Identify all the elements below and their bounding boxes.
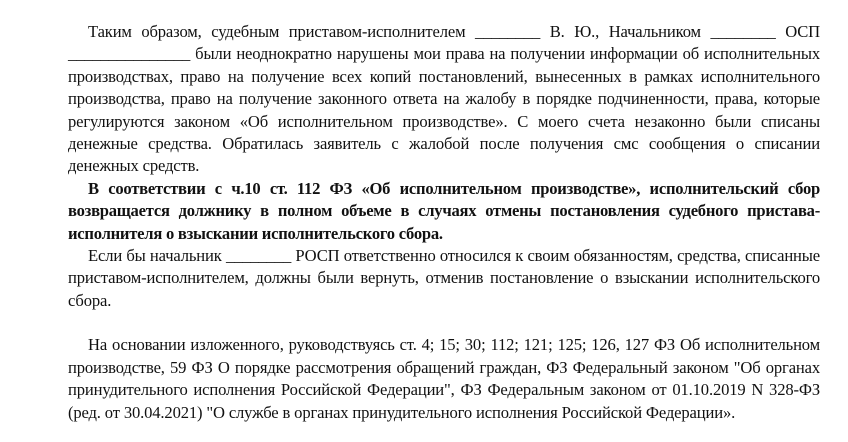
paragraph-chief-responsibility: Если бы начальник ________ РОСП ответственно относился к своим обязанностям, средства, списанные приставом-исполнителем, должны были вернуть, отменив постановление о взыскании исполнительского сбора. xyxy=(68,246,820,310)
paragraph-violations: Таким образом, судебным приставом-исполнителем ________ В. Ю., Начальником ________ ОСП _______________ были неоднократно нарушены мои права на получении информации об исполнительных производствах, право на получение всех копий постановлений, вынесенных в рамках исполнительного производства, право на получение законного ответа на жалобу в порядке подчиненности, права, которые регулируются законом «Об исполнительном производстве». С моего счета незаконно были списаны денежные средства. Обратилась заявитель с жалобой после получения смс сообщения о списании денежных средств. xyxy=(68,22,820,176)
document-page xyxy=(68,21,820,424)
paragraph-based-on: На основании изложенного, руководствуясь ст. 4; 15; 30; 112; 121; 125; 126, 127 ФЗ Об исполнительном производстве, 59 ФЗ О порядке рассмотрения обращений граждан, ФЗ Федеральный законом "Об органах принудительного исполнения Российской Федерации", ФЗ Федеральным законом от 01.10.2019 N 328-ФЗ (ред. от 30.04.2021) "О службе в органах принудительного исполнения Российской Федерации». xyxy=(68,335,820,422)
paragraph-spacer xyxy=(68,312,820,334)
paragraph-legal-basis-bold: В соответствии с ч.10 ст. 112 ФЗ «Об исполнительном производстве», исполнительский сбор возвращается должнику в полном объеме в случаях отмены постановления судебного пристава-исполнителя о взыскании исполнительского сбора. xyxy=(68,178,820,243)
